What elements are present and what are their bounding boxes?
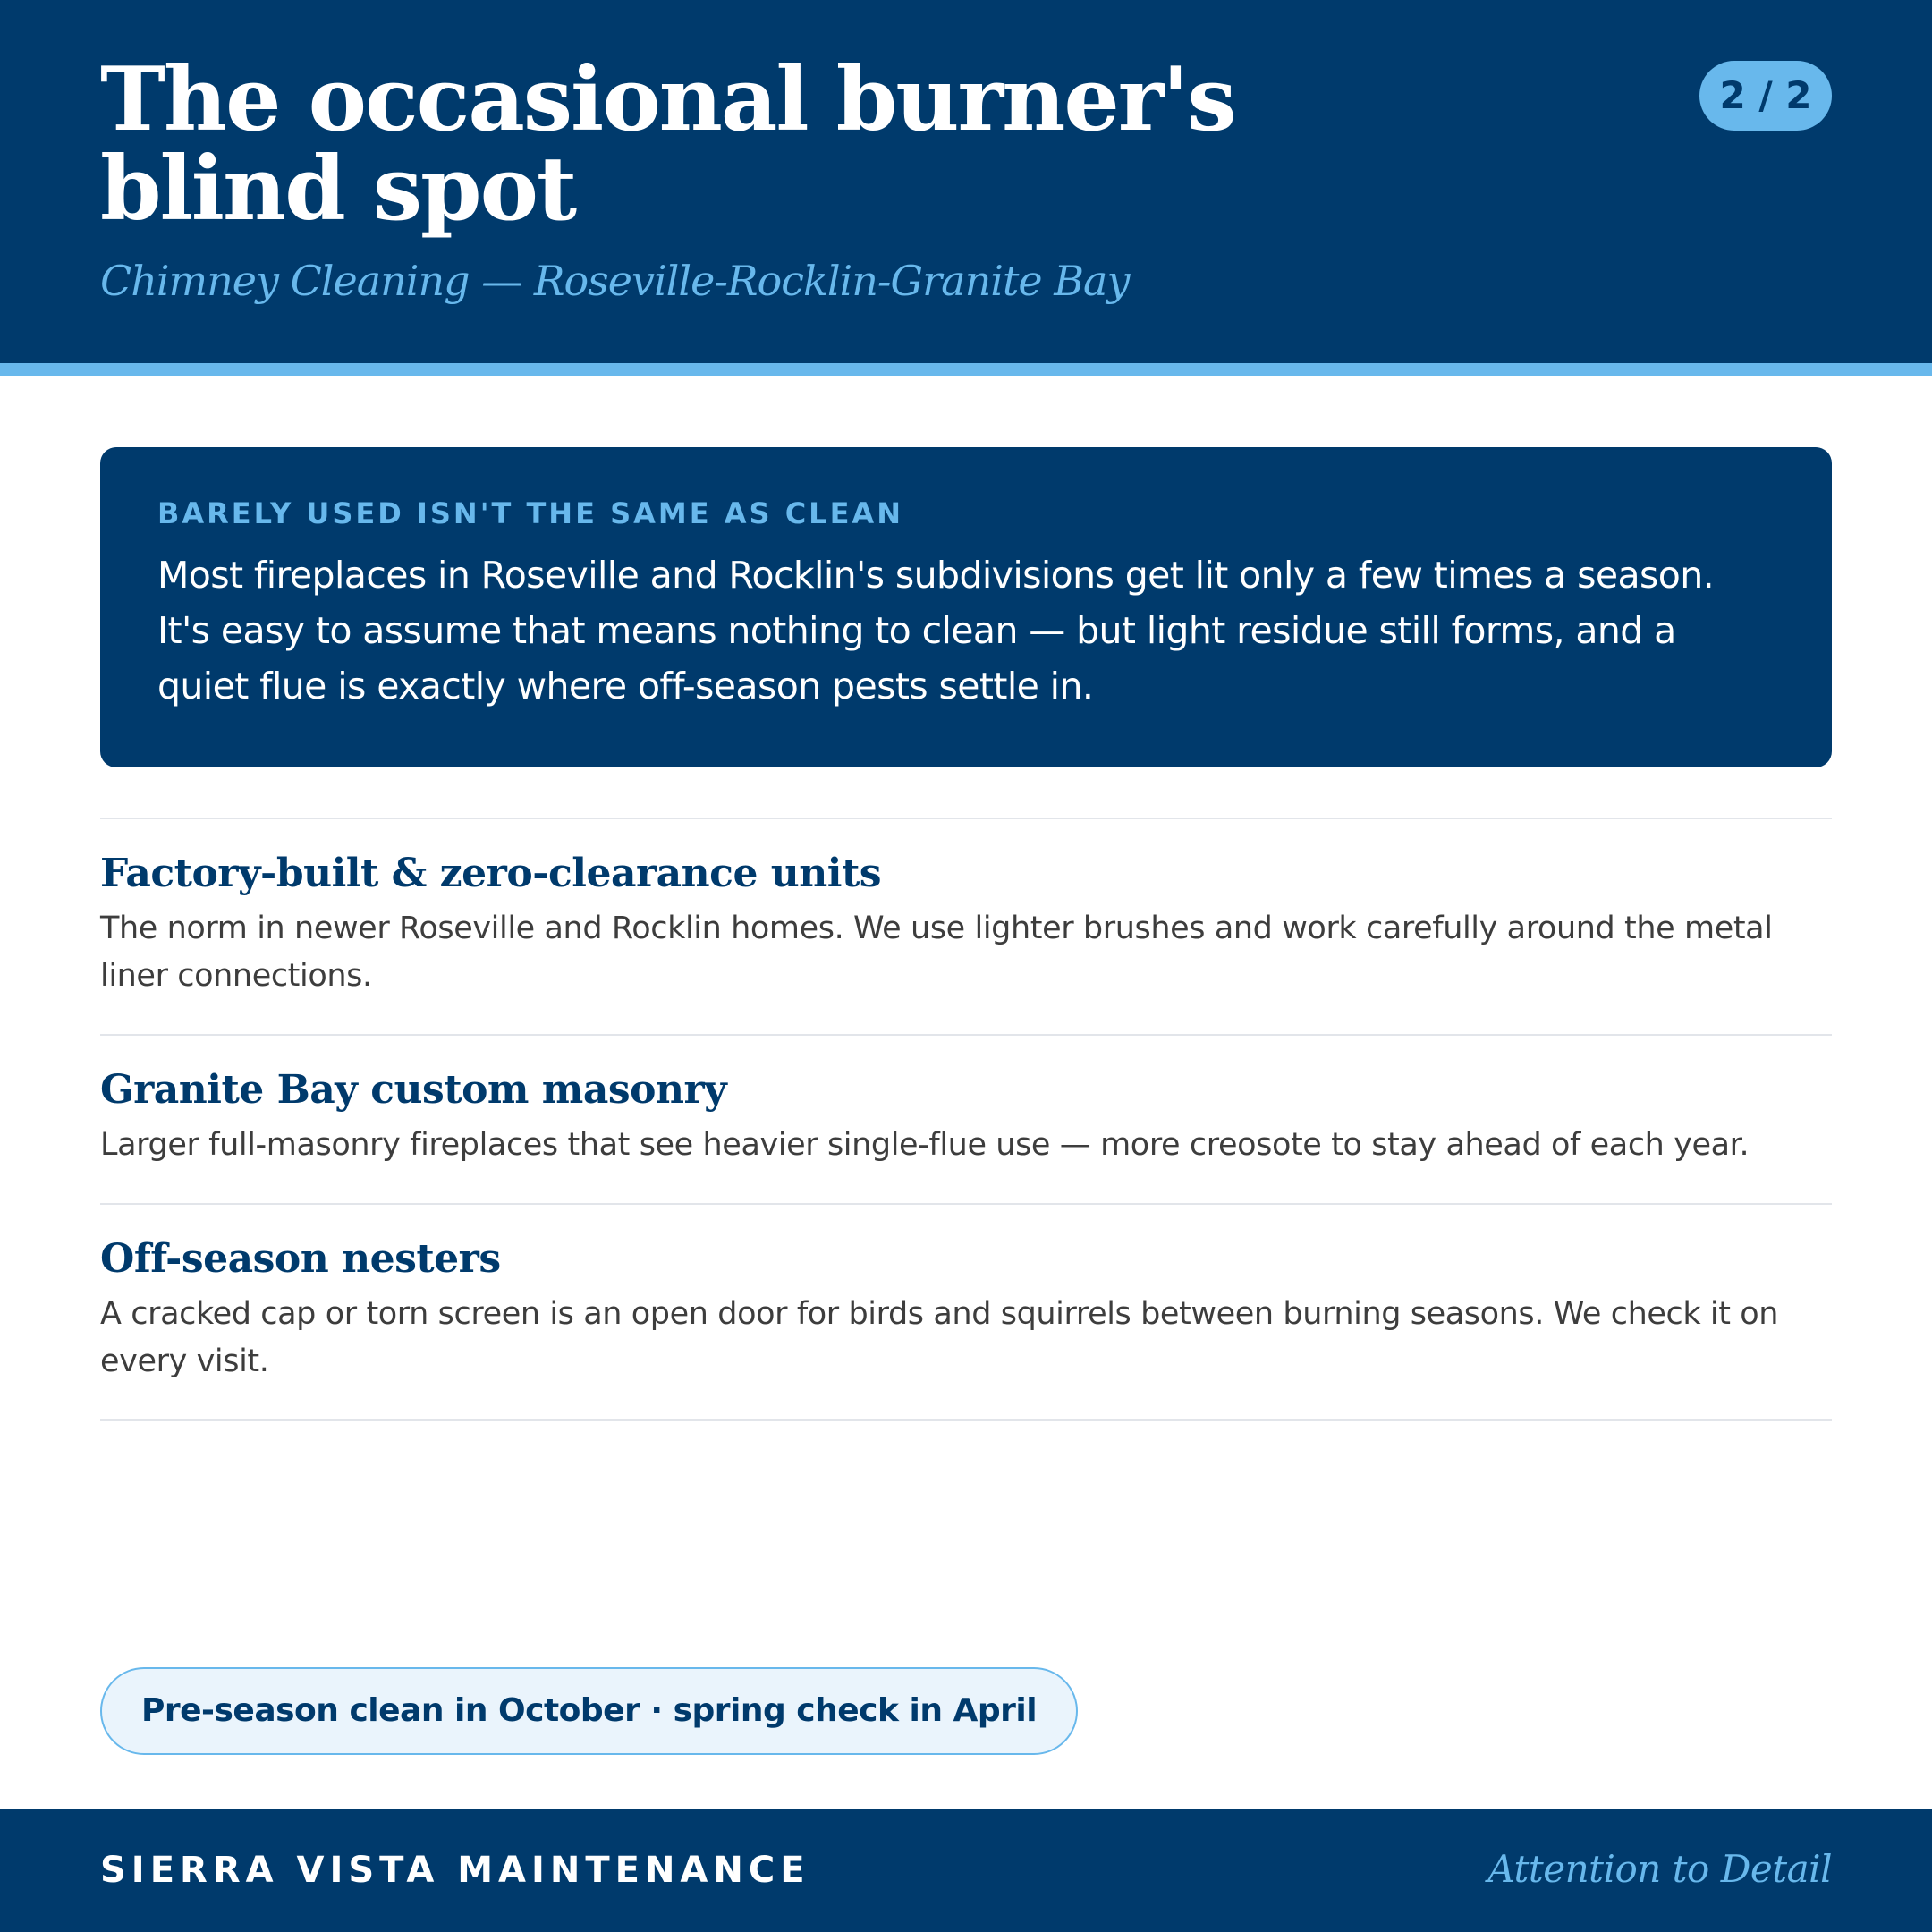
feature-item	[100, 1205, 1832, 1421]
callout-body: Most fireplaces in Roseville and Rocklin's subdivisions get lit only a few times a season. It's easy to assume that means nothing to clean — but light residue still forms, and a quiet flue is exactly where off-season pests settle in.	[157, 554, 1715, 708]
feature-description: Larger full-masonry fireplaces that see heavier single-flue use — more creosote to stay ahead of each year.	[100, 1127, 1750, 1163]
feature-item	[100, 819, 1832, 1036]
feature-title: Granite Bay custom masonry	[100, 1067, 727, 1113]
feature-list	[100, 818, 1832, 1421]
callout-box	[100, 447, 1832, 767]
brand-tagline: Attention to Detail	[1487, 1847, 1832, 1891]
page-indicator-badge: 2 / 2	[1699, 61, 1832, 131]
feature-title: Factory-built & zero-clearance units	[100, 851, 882, 896]
brand-name: SIERRA VISTA MAINTENANCE	[100, 1850, 810, 1891]
feature-description: The norm in newer Roseville and Rocklin homes. We use lighter brushes and work carefully around the metal liner connections.	[100, 911, 1773, 994]
schedule-cta-pill[interactable]: Pre-season clean in October · spring check in April	[100, 1667, 1078, 1755]
footer	[0, 1809, 1932, 1932]
header	[0, 0, 1932, 363]
feature-description: A cracked cap or torn screen is an open door for birds and squirrels between burning seasons. We check it on every visit.	[100, 1296, 1779, 1379]
header-accent-stripe	[0, 363, 1932, 376]
page-title: The occasional burner's blind spot	[100, 48, 1235, 241]
feature-title: Off-season nesters	[100, 1236, 501, 1282]
callout-eyebrow: BARELY USED ISN'T THE SAME AS CLEAN	[157, 496, 903, 530]
feature-item	[100, 1036, 1832, 1205]
page-subtitle: Chimney Cleaning — Roseville-Rocklin-Granite Bay	[100, 257, 1130, 305]
